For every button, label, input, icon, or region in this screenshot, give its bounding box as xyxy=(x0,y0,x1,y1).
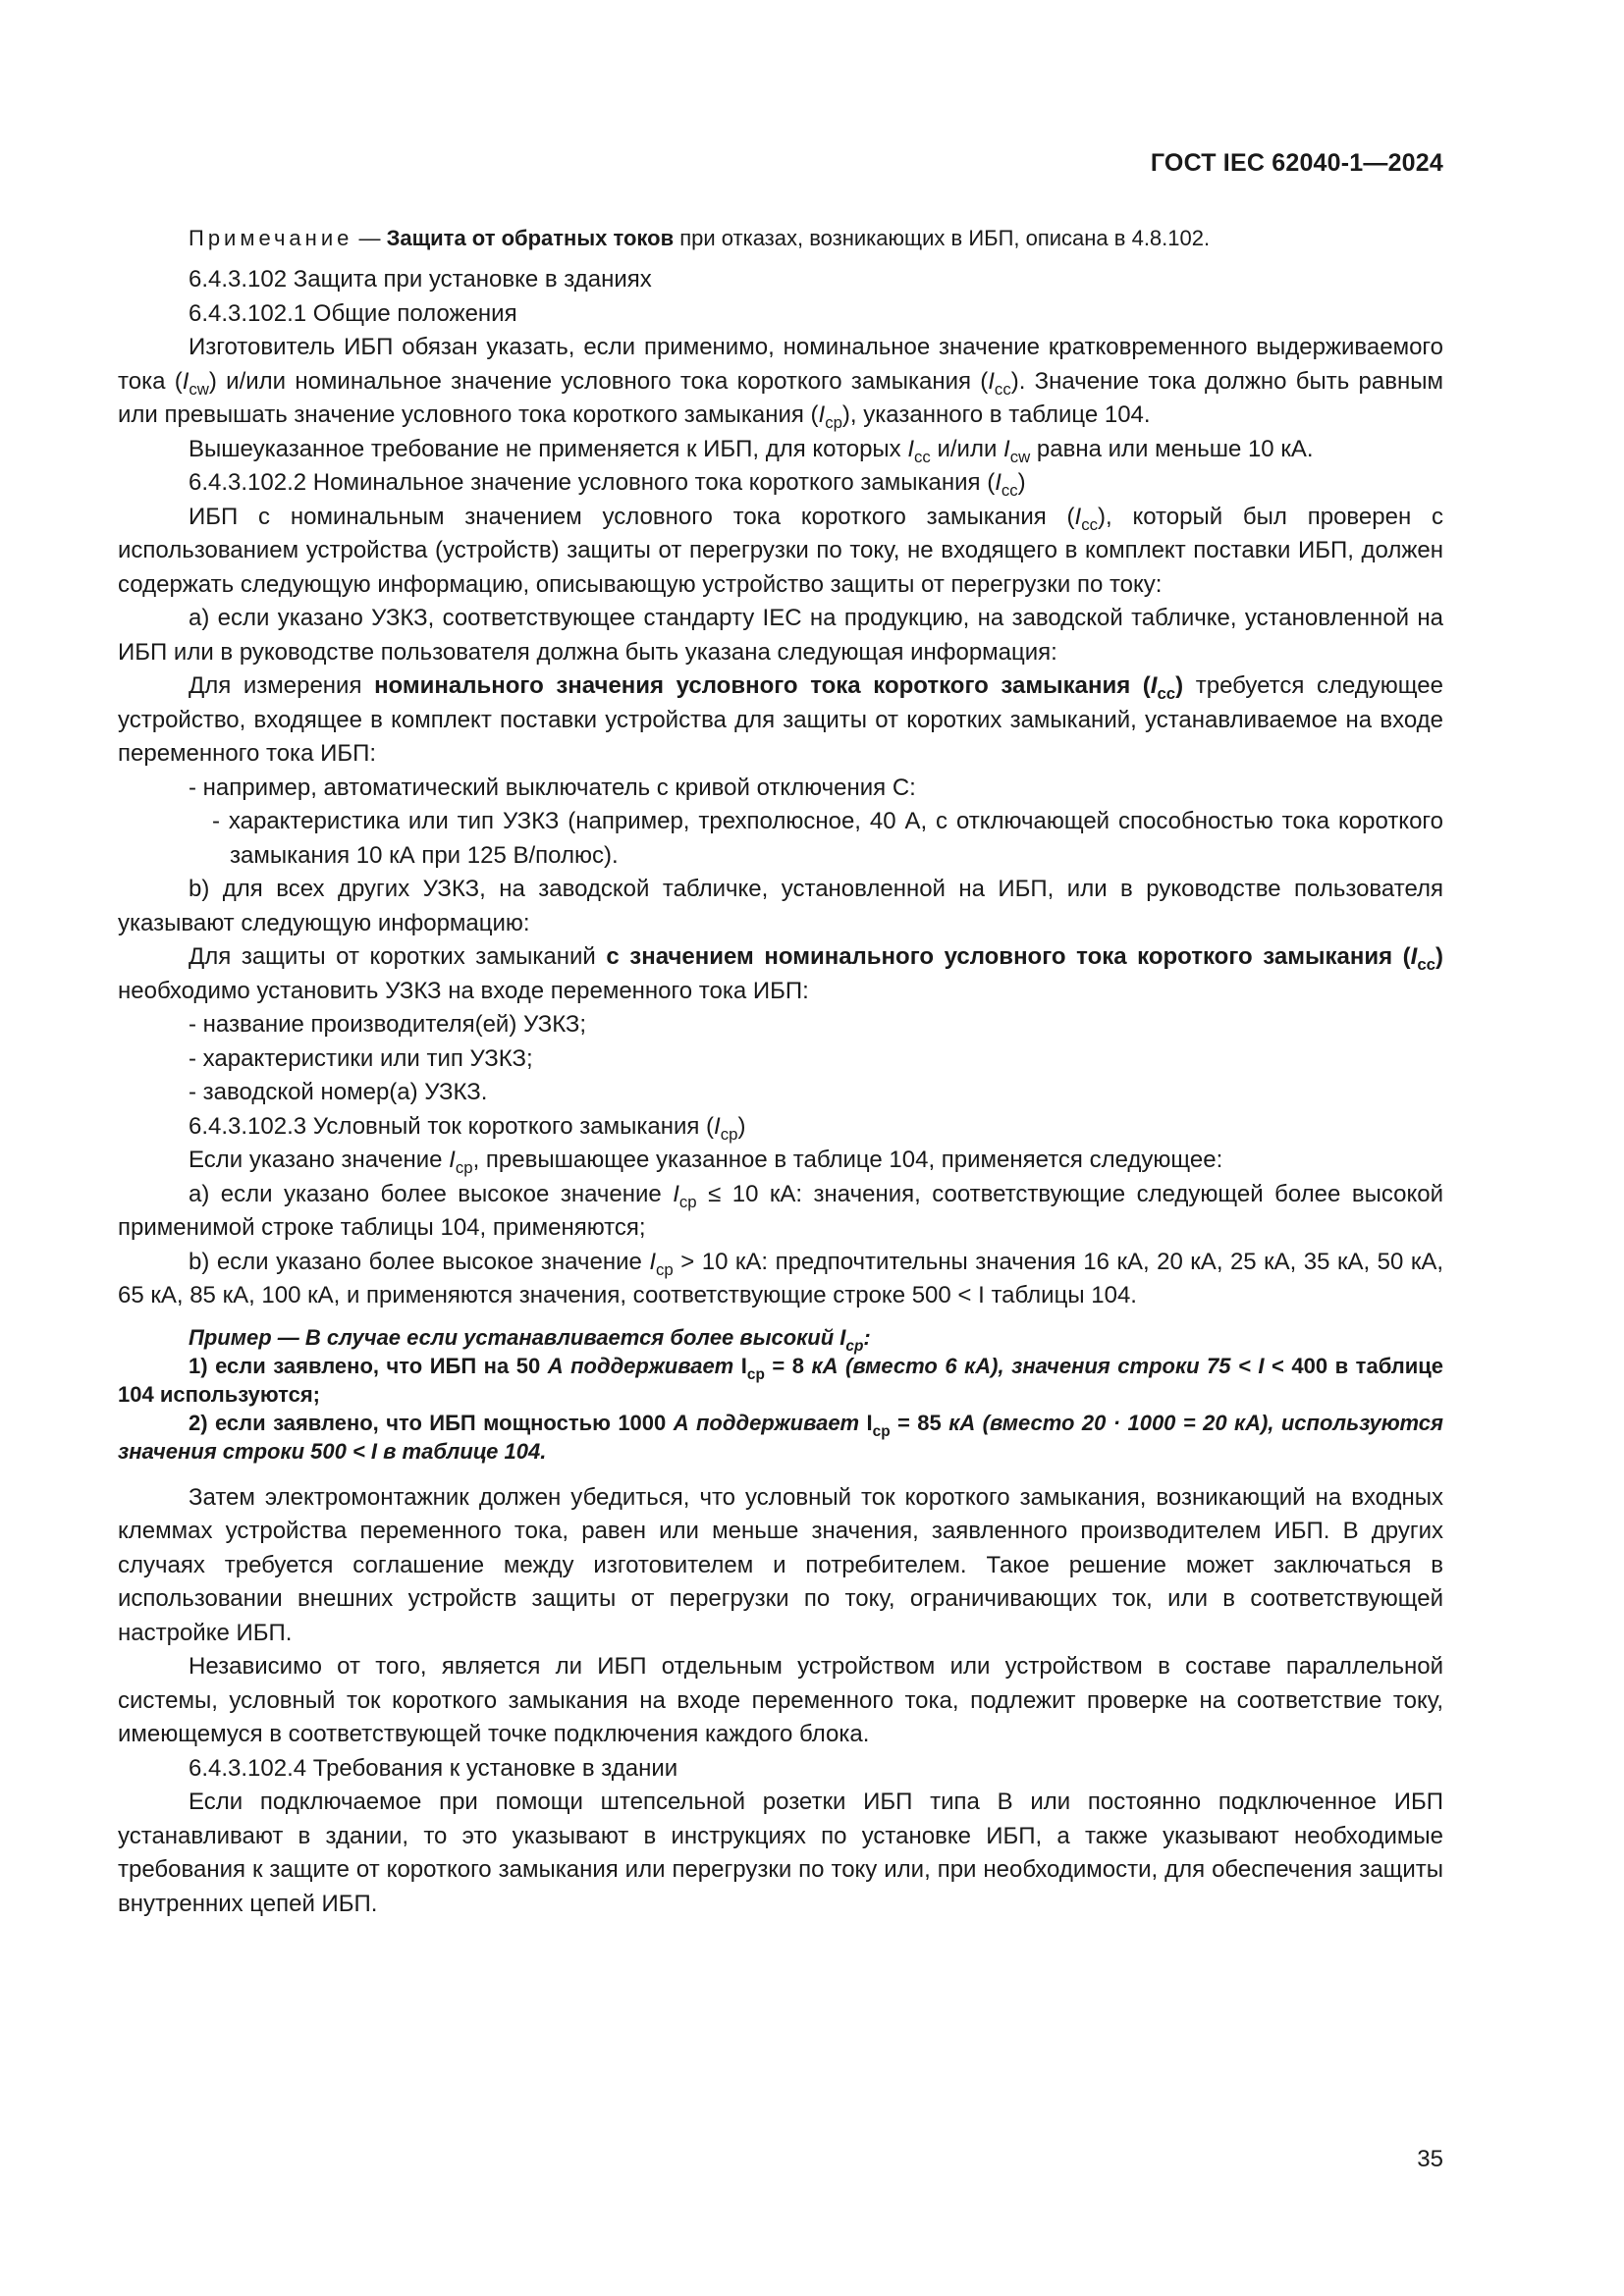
paragraph-1022-a-detail: Для измерения номинального значения условного тока короткого замыкания $(I_{cc})$ требуется следующее устройство, входящее в комплект поставки устройства для защиты от коротких замыканий, устанавливаемое на входе переменного тока ИБП: xyxy=(118,672,1443,767)
paragraph-after-1: Затем электромонтажник должен убедиться, что условный ток короткого замыкания, возникающий на входных клеммах устройства переменного тока, равен или меньше значения, заявленного производителем ИБП. В других случаях требуется соглашение между изготовителем и потребителем. Такое решение может заключаться в использовании внешних устройств защиты от перегрузки по току, ограничивающих ток, или в соответствующей настройке ИБП. xyxy=(118,1483,1443,1646)
section-heading-1024: 6.4.3.102.4 Требования к установке в здании xyxy=(189,1754,678,1782)
paragraph-1023-1: Если указано значение $I_{ср}$, превышающее указанное в таблице 104, применяется следующее: xyxy=(189,1147,1223,1177)
item-a-1022: а) если указано УЗКЗ, соответствующее стандарту IEC на продукцию, на заводской табличке, установленной на ИБП или в руководстве пользователя должна быть указана следующая информация: xyxy=(118,605,1443,666)
list-item: - характеристики или тип УЗКЗ; xyxy=(189,1044,533,1072)
note-paragraph: Примечание — Защита от обратных токов при отказах, возникающих в ИБП, описана в 4.8.102. xyxy=(189,226,1211,250)
item-b-1022: b) для всех других УЗКЗ, на заводской табличке, установленной на ИБП, или в руководстве пользователя указывают следующую информацию: xyxy=(118,876,1443,936)
page-body xyxy=(118,224,1443,1921)
item-b-1023: b) если указано более высокое значение $I_{ср} > 10$ кА: предпочтительны значения 16 кА, 20 кА, 25 кА, 35 кА, 50 кА, 65 кА, 85 кА, 100 кА, и применяются значения, соответствующие строке 500 < I таблицы 104. xyxy=(118,1248,1443,1308)
paragraph-1021-1: Изготовитель ИБП обязан указать, если применимо, номинальное значение кратковременного выдерживаемого тока $(I_{cw})$ и/или номинальное значение условного тока короткого замыкания $(I_{cc})$. Значение тока должно быть равным или превышать значение условного тока короткого замыкания $(I_{ср})$, указанного в таблице 104. xyxy=(118,334,1444,432)
paragraph-after-2: Независимо от того, является ли ИБП отдельным устройством или устройством в составе параллельной системы, условный ток короткого замыкания на входе переменного тока, подлежит проверке на соответствие току, имеющемуся в соответствующей точке подключения каждого блока. xyxy=(118,1653,1443,1747)
list-item: - например, автоматический выключатель с кривой отключения С: xyxy=(189,774,916,801)
document-header: ГОСТ IEC 62040-1—2024 xyxy=(1150,149,1443,177)
paragraph-1022-1: ИБП с номинальным значением условного тока короткого замыкания $(I_{cc})$, который был проверен с использованием устройства (устройств) защиты от перегрузки по току, не входящего в комплект поставки ИБП, должен содержать следующую информацию, описывающую устройство защиты от перегрузки по току: xyxy=(118,503,1444,598)
section-heading-102: 6.4.3.102 Защита при установке в зданиях xyxy=(189,266,652,293)
note-label: Примечание xyxy=(189,226,353,250)
section-heading-1021: 6.4.3.102.1 Общие положения xyxy=(189,299,517,327)
example-item-2: 2) если заявлено, что ИБП мощностью 1000 А поддерживает $I_{ср} = 85$ кА (вместо 20 · 1000 = 20 кА), используются значения строки 500 < I в таблице 104. xyxy=(118,1410,1443,1464)
list-item: - название производителя(ей) УЗКЗ; xyxy=(189,1011,587,1038)
example-item-1: 1) если заявлено, что ИБП на 50 А поддерживает $I_{ср} = 8$ кА (вместо 6 кА), значения строки 75 < I < 400 в таблице 104 используются; xyxy=(118,1353,1443,1407)
item-a-1023: а) если указано более высокое значение $I_{ср} \le 10$ кА: значения, соответствующие следующей более высокой применимой строке таблицы 104, применяются; xyxy=(118,1180,1443,1241)
section-heading-1022: 6.4.3.102.2 Номинальное значение условного тока короткого замыкания $(I_{cc})$ xyxy=(189,469,1026,500)
list-item: - характеристика или тип УЗКЗ (например, трехполюсное, 40 А, с отключающей способностью тока короткого замыкания 10 кА при 125 В/полюс). xyxy=(212,808,1443,869)
note-bold: Защита от обратных токов xyxy=(386,226,675,250)
example-title: Пример — В случае если устанавливается более высокий $I_{cp}$: xyxy=(189,1324,871,1355)
paragraph-1022-b-detail: Для защиты от коротких замыканий с значением номинального условного тока короткого замыкания $(I_{cc})$ необходимо установить УЗКЗ на входе переменного тока ИБП: xyxy=(118,943,1443,1004)
paragraph-1024-1: Если подключаемое при помощи штепсельной розетки ИБП типа В или постоянно подключенное ИБП устанавливают в здании, то это указывают в инструкциях по установке ИБП, а также указывают необходимые требования к защите от короткого замыкания или перегрузки по току или, при необходимости, для обеспечения защиты внутренних цепей ИБП. xyxy=(118,1789,1443,1917)
page-number: 35 xyxy=(1417,2146,1443,2172)
example-block xyxy=(118,1323,1443,1466)
paragraph-1021-2: Вышеуказанное требование не применяется к ИБП, для которых $I_{cc}$ и/или $I_{cw}$ равна или меньше 10 кА. xyxy=(189,435,1314,466)
section-heading-1023: 6.4.3.102.3 Условный ток короткого замыкания $(I_{ср})$ xyxy=(189,1112,746,1144)
list-item: - заводской номер(а) УЗКЗ. xyxy=(189,1079,488,1105)
